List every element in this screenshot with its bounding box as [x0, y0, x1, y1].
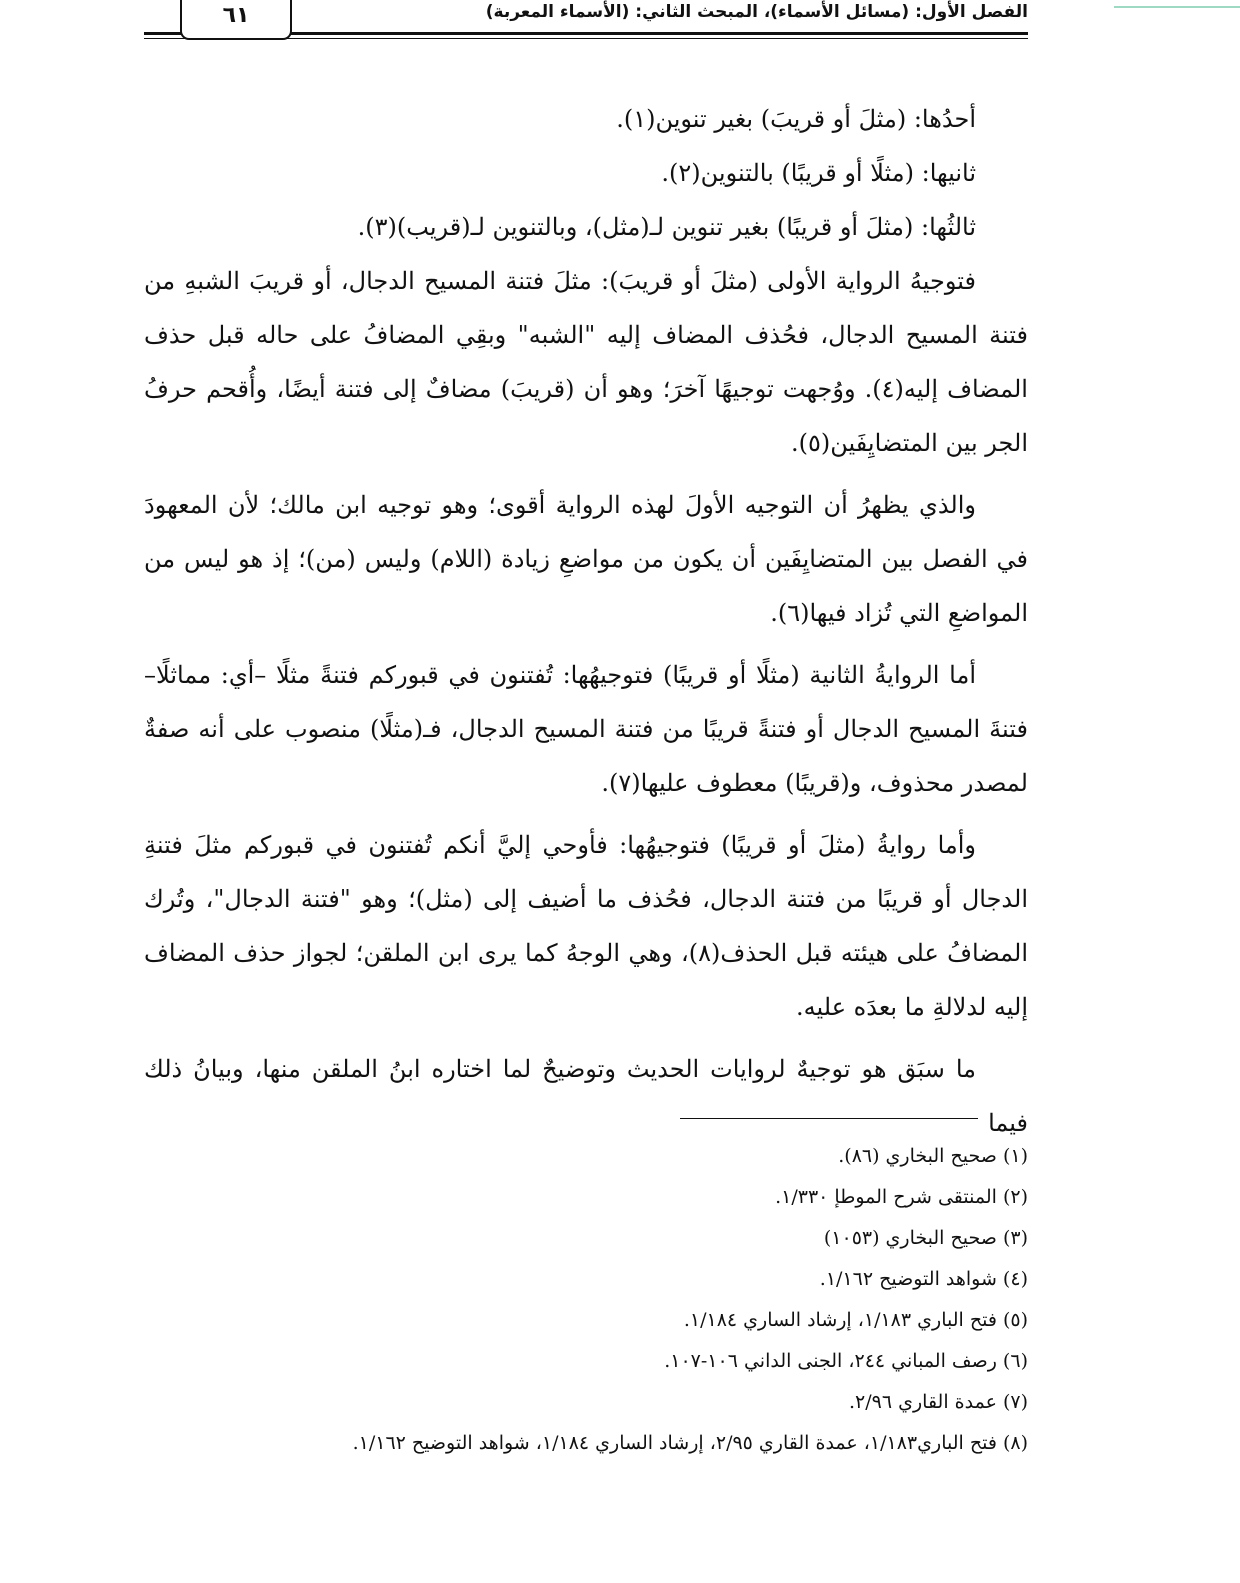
footnote-3: (٣) صحيح البخاري (١٠٥٣): [823, 1227, 1028, 1249]
paragraph-5: ما سبَق هو توجيهٌ لروايات الحديث وتوضيحٌ لما اختاره ابنُ الملقن منها، وبيانُ ذلك فيما: [144, 1055, 1028, 1137]
footnote-5: (٥) فتح الباري ١/١٨٣، إرشاد الساري ١/١٨٤.: [683, 1309, 1028, 1331]
body-line-2: ثانيها: (مثلًا أو قريبًا) بالتنوين(٢).: [661, 159, 976, 187]
body-line-3: ثالثُها: (مثلَ أو قريبًا) بغير تنوين لـ(مثل)، وبالتنوين لـ(قريب)(٣).: [357, 213, 976, 241]
page-number: ٦١: [180, 0, 292, 40]
footnote-4: (٤) شواهد التوضيح ١/١٦٢.: [819, 1268, 1028, 1290]
paragraph-2: والذي يظهرُ أن التوجيه الأولَ لهذه الرواية أقوى؛ وهو توجيه ابن مالك؛ لأن المعهودَ في الفصل بين المتضايِفَين أن يكون من مواضعِ زيادة (اللام) وليس (من)؛ إذ هو ليس من المواضعِ التي تُزاد فيها(٦).: [144, 491, 1028, 627]
footnote-7: (٧) عمدة القاري ٢/٩٦.: [848, 1391, 1028, 1413]
corner-mark: [1114, 0, 1240, 8]
footnote-6: (٦) رصف المباني ٢٤٤، الجنى الداني ١٠٦-١٠٧.: [664, 1350, 1028, 1372]
footnotes: [144, 1136, 1028, 1464]
paragraph-3: أما الروايةُ الثانية (مثلًا أو قريبًا) فتوجيهُها: تُفتنون في قبوركم فتنةً مثلًا –أي: مماثلًا– فتنةَ المسيح الدجال أو فتنةً قريبًا من فتنة المسيح الدجال، فـ(مثلًا) منصوب على أنه صفةٌ لمصدر محذوف، و(قريبًا) معطوف عليها(٧).: [144, 661, 1028, 797]
footnote-separator: [680, 1118, 978, 1119]
paragraph-4: وأما روايةُ (مثلَ أو قريبًا) فتوجيهُها: فأوحي إليَّ أنكم تُفتنون في قبوركم مثلَ فتنةِ الدجال أو قريبًا من فتنة الدجال، فحُذف ما أضيف إلى (مثل)؛ وهو "فتنة الدجال"، وتُرك المضافُ على هيئته قبل الحذف(٨)، وهي الوجهُ كما يرى ابن الملقن؛ لجواز حذف المضاف إليه لدلالةِ ما بعدَه عليه.: [144, 831, 1028, 1021]
footnote-2: (٢) المنتقى شرح الموطإ ١/٣٣٠.: [775, 1186, 1028, 1208]
footnote-1: (١) صحيح البخاري (٨٦).: [838, 1145, 1028, 1167]
body-line-1: أحدُها: (مثلَ أو قريبَ) بغير تنوين(١).: [616, 105, 976, 133]
footnote-8: (٨) فتح الباري١/١٨٣، عمدة القاري ٢/٩٥، إرشاد الساري ١/١٨٤، شواهد التوضيح ١/١٦٢.: [352, 1432, 1028, 1454]
running-header: [144, 0, 1028, 46]
header-title: الفصل الأول: (مسائل الأسماء)، المبحث الثاني: (الأسماء المعربة): [485, 2, 1028, 22]
main-text: [144, 92, 1028, 1150]
paragraph-1: فتوجيهُ الرواية الأولى (مثلَ أو قريبَ): مثلَ فتنة المسيح الدجال، أو قريبَ الشبهِ من فتنة المسيح الدجال، فحُذف المضاف إليه "الشبه" وبقِي المضافُ على حاله قبل حذف المضاف إليه(٤). ووُجهت توجيهًا آخرَ؛ وهو أن (قريبَ) مضافٌ إلى فتنة أيضًا، وأُقحم حرفُ الجر بين المتضايِفَين(٥).: [144, 267, 1028, 457]
